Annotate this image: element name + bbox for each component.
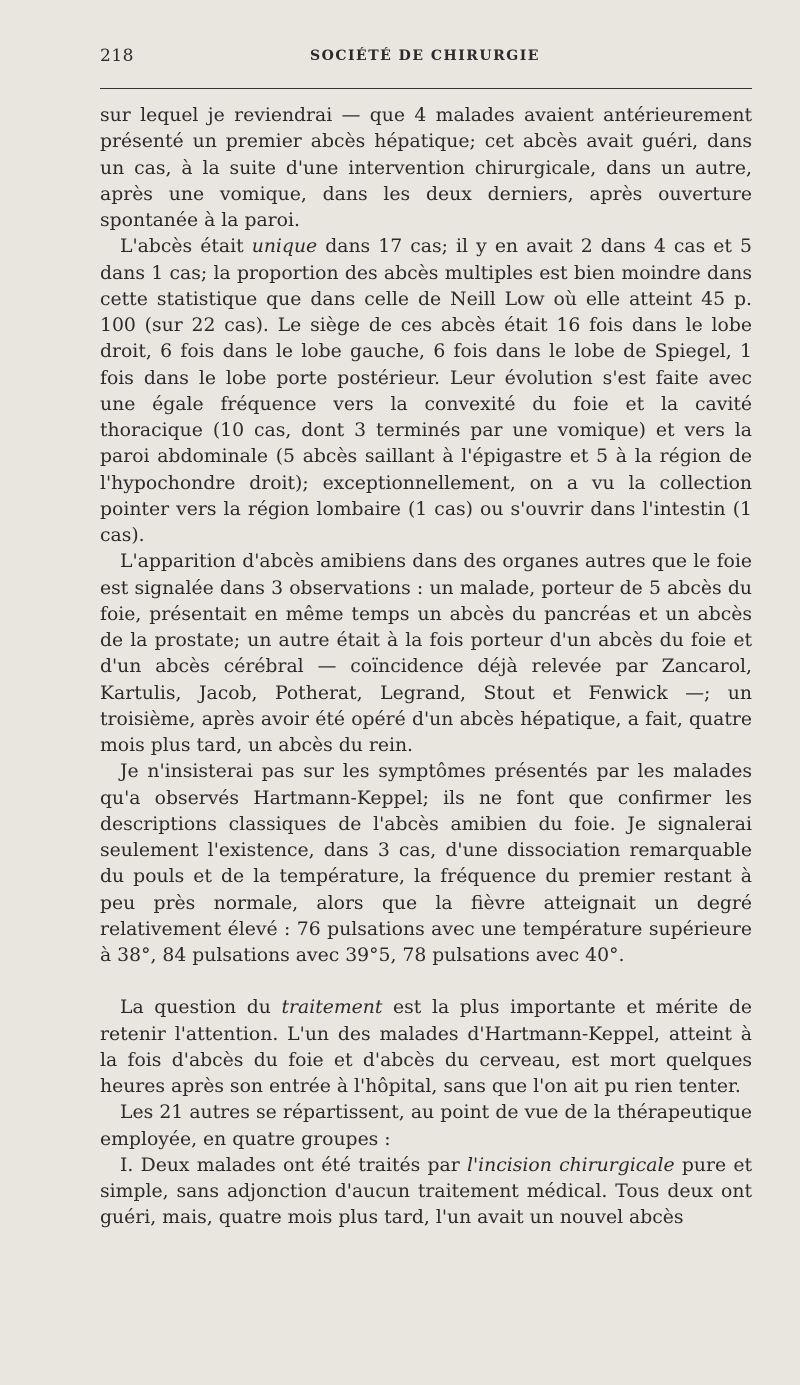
- text-run: I. Deux malades ont été traités par: [120, 1154, 467, 1176]
- text-run: La question du: [120, 997, 282, 1019]
- body-text: [100, 103, 752, 1232]
- header-rule: [100, 88, 752, 89]
- paragraph-symptomes: Je n'insisterai pas sur les symptômes présentés par les malades qu'a observés Hartmann-Keppel; ils ne font que confirmer les descriptions classiques de l'abcès amibien du foie. Je signalerai seulement l'existence, dans 3 cas, d'une dissociation remarquable du pouls et de la température, la fréquence du premier restant à peu près normale, alors que la fièvre atteignait un degré relativement élevé : 76 pulsations avec une température supérieure à 38°, 84 pulsations avec 39°5, 78 pulsations avec 40°.: [100, 761, 752, 966]
- emphasis-unique: unique: [251, 236, 318, 258]
- page-header: [100, 44, 750, 74]
- paragraph-incision: [100, 1153, 752, 1232]
- text-run: L'abcès était: [120, 236, 252, 258]
- page-number: 218: [100, 46, 134, 66]
- paragraph-groupes: Les 21 autres se répartissent, au point de vue de la thérapeutique employée, en quatre groupes :: [100, 1102, 752, 1150]
- text-run: dans 17 cas; il y en avait 2 dans 4 cas et 5 dans 1 cas; la proportion des abcès multiples est bien moindre dans cette statistique que dans celle de Neill Low où elle atteint 45 p. 100 (sur 22 cas). Le siège de ces abcès était 16 fois dans le lobe droit, 6 fois dans le lobe gauche, 6 fois dans le lobe de Spiegel, 1 fois dans le lobe porte postérieur. Leur évolution s'est faite avec une égale fréquence vers la convexité du foie et la cavité thoracique (10 cas, dont 3 terminés par une vomique) et vers la paroi abdominale (5 abcès saillant à l'épigastre et 5 à la région de l'hypochondre droit); exceptionnellement, on a vu la collection pointer vers la région lombaire (1 cas) ou s'ouvrir dans l'intestin (1 cas).: [100, 236, 753, 546]
- running-title: SOCIÉTÉ DE CHIRURGIE: [310, 48, 540, 64]
- paragraph-continued: sur lequel je reviendrai — que 4 malades avaient antérieurement présenté un premier abcès hépatique; cet abcès avait guéri, dans un cas, à la suite d'une intervention chirurgicale, dans un autre, après une vomique, dans les deux derniers, après ouverture spontanée à la paroi.: [100, 105, 752, 231]
- emphasis-incision: l'incision chirurgicale: [466, 1154, 675, 1176]
- paragraph-traitement: [100, 995, 752, 1100]
- paragraph-abces-amibiens: L'apparition d'abcès amibiens dans des organes autres que le foie est signalée dans 3 observations : un malade, porteur de 5 abcès du foie, présentait en même temps un abcès du pancréas et un abcès de la prostate; un autre était à la fois porteur d'un abcès du foie et d'un abcès cérébral — coïncidence déjà relevée par Zancarol, Kartulis, Jacob, Potherat, Legrand, Stout et Fenwick —; un troisième, après avoir été opéré d'un abcès hépatique, a fait, quatre mois plus tard, un abcès du rein.: [100, 551, 752, 756]
- paragraph-abces-unique: [100, 234, 752, 549]
- text-run: est la plus importante et mérite de retenir l'attention. L'un des malades d'Hartmann-Keppel, atteint à la fois d'abcès du foie et d'abcès du cerveau, est mort quelques heures après son entrée à l'hôpital, sans que l'on ait pu rien tenter.: [100, 997, 752, 1097]
- emphasis-traitement: traitement: [281, 997, 383, 1019]
- text-run: pure et simple, sans adjonction d'aucun traitement médical. Tous deux ont guéri, mais, quatre mois plus tard, l'un avait un nouvel abcès: [100, 1154, 752, 1229]
